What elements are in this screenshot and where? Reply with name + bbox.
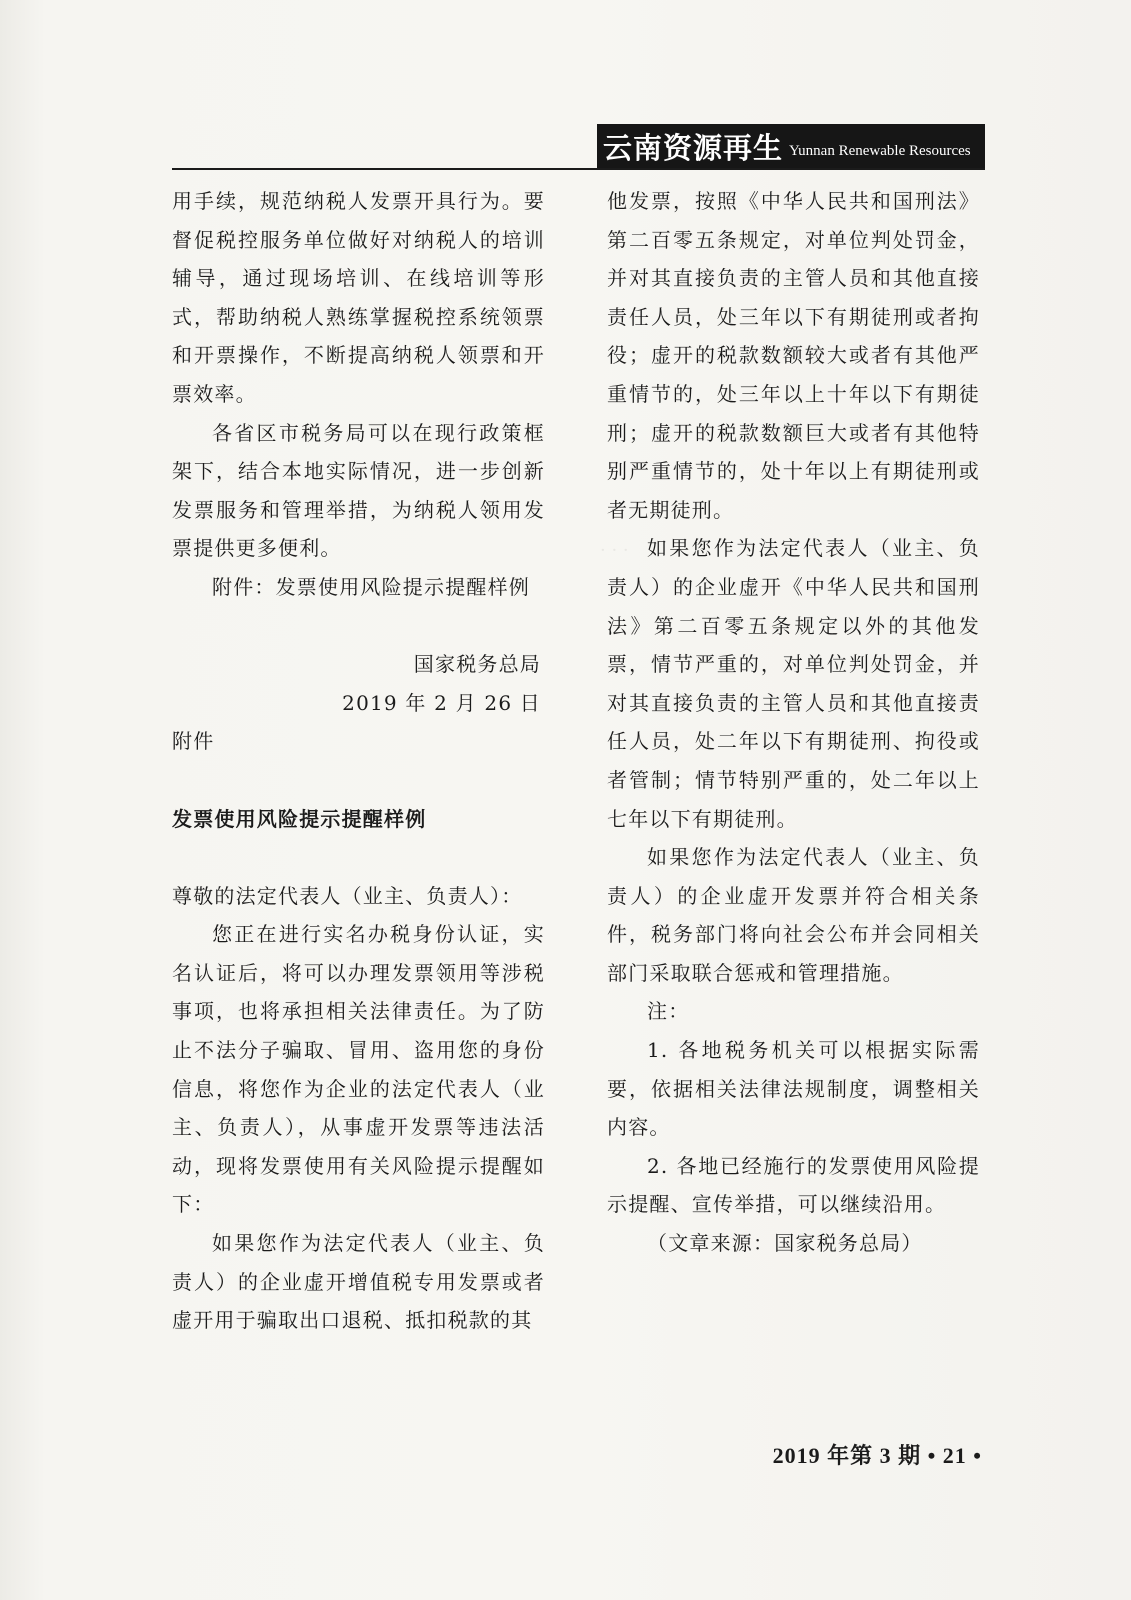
left-paragraph-3: 您正在进行实名办税身份认证，实名认证后，将可以办理发票领用等涉税事项，也将承担相关法律责任。为了防止不法分子骗取、冒用、盗用您的身份信息，将您作为企业的法定代表人（业主、负责人），从事虚开发票等违法活动，现将发票使用有关风险提示提醒如下：	[172, 922, 545, 1217]
spacer	[172, 607, 545, 646]
salutation: 尊敬的法定代表人（业主、负责人）：	[172, 883, 523, 908]
right-paragraph-3: 如果您作为法定代表人（业主、负责人）的企业虚开发票并符合相关条件，税务部门将向社会公布并会同相关部门采取联合惩戒和管理措施。	[607, 845, 980, 985]
spacer	[172, 838, 545, 877]
sample-title: 发票使用风险提示提醒样例	[172, 806, 427, 831]
attachment-label: 附件	[172, 729, 215, 754]
left-column	[172, 182, 545, 1340]
right-column	[607, 182, 980, 1263]
journal-title-en: Yunnan Renewable Resources	[789, 142, 971, 159]
journal-title-cn: 云南资源再生	[603, 130, 784, 165]
note-item-1: 1. 各地税务机关可以根据实际需要，依据相关法律法规制度，调整相关内容。	[607, 1038, 980, 1140]
note-item-2: 2. 各地已经施行的发票使用风险提示提醒、宣传举措，可以继续沿用。	[607, 1153, 980, 1217]
journal-header-banner	[597, 124, 985, 168]
issuer-signature: 国家税务总局	[413, 652, 541, 677]
article-source: （文章来源：国家税务总局）	[647, 1231, 923, 1256]
issue-date: 2019 年 2 月 26 日	[342, 690, 541, 715]
left-paragraph-2: 各省区市税务局可以在现行政策框架下，结合本地实际情况，进一步创新发票服务和管理举措，为纳税人领用发票提供更多便利。	[172, 420, 545, 561]
left-paragraph-4: 如果您作为法定代表人（业主、负责人）的企业虚开增值税专用发票或者虚开用于骗取出口退税、抵扣税款的其	[172, 1231, 545, 1333]
right-paragraph-1: 他发票，按照《中华人民共和国刑法》第二百零五条规定，对单位判处罚金，并对其直接负责的主管人员和其他直接责任人员，处三年以下有期徒刑或者拘役；虚开的税款数额较大或者有其他严重情节的，处三年以上十年以下有期徒刑；虚开的税款数额巨大或者有其他特别严重情节的，处十年以上有期徒刑或者无期徒刑。	[607, 189, 980, 522]
left-paragraph-1: 用手续，规范纳税人发票开具行为。要督促税控服务单位做好对纳税人的培训辅导，通过现场培训、在线培训等形式，帮助纳税人熟练掌握税控系统领票和开票操作，不断提高纳税人领票和开票效率。	[172, 189, 545, 406]
bleed-through-texture: · · ·	[600, 540, 629, 561]
page-footer-issue: 2019 年第 3 期 • 21 •	[772, 1443, 982, 1468]
right-paragraph-2: 如果您作为法定代表人（业主、负责人）的企业虚开《中华人民共和国刑法》第二百零五条规定以外的其他发票，情节严重的，对单位判处罚金，并对其直接负责的主管人员和其他直接责任人员，处二年以下有期徒刑、拘役或者管制；情节特别严重的，处二年以上七年以下有期徒刑。	[607, 536, 980, 831]
spacer	[172, 761, 545, 800]
attachment-line: 附件：发票使用风险提示提醒样例	[212, 574, 530, 599]
note-label: 注：	[647, 999, 690, 1024]
header-rule	[172, 168, 985, 170]
